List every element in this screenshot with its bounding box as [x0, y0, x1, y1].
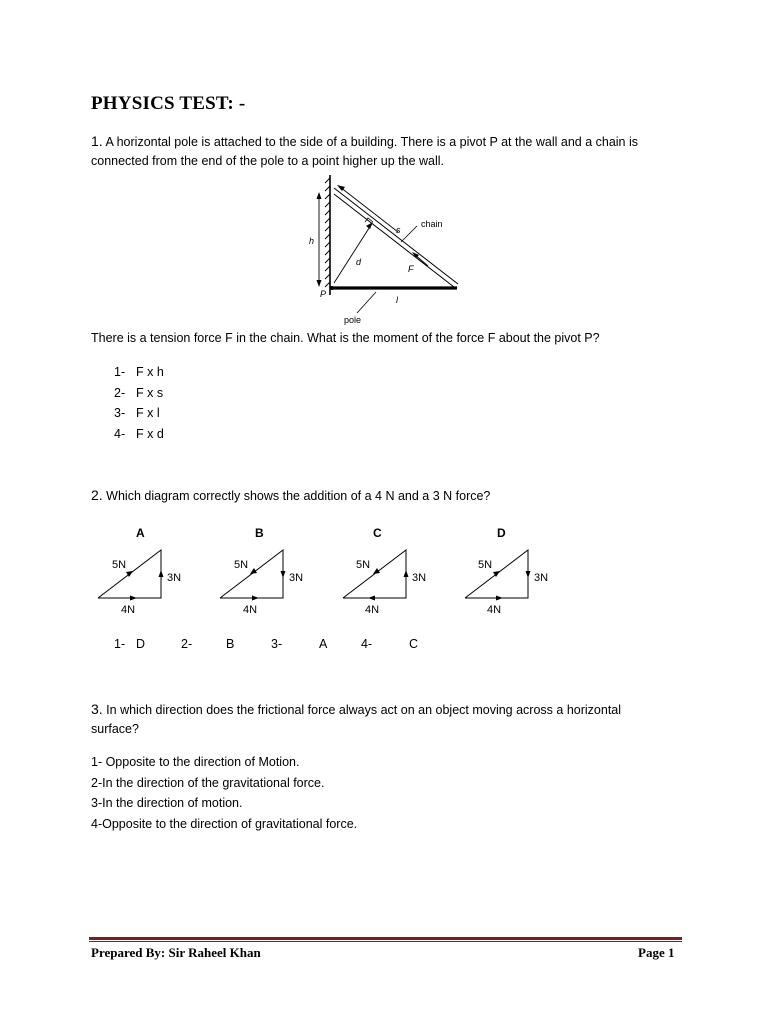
- force-triangle-diagrams: [90, 520, 570, 625]
- diagram-A-base-arrow: [130, 596, 137, 601]
- diagram-B: [220, 526, 303, 616]
- diagram-D-base-arrow: [496, 596, 503, 601]
- diagram-D-base-label: 4N: [487, 604, 502, 616]
- diagram-D: [465, 526, 548, 616]
- d-arrow-head: [366, 222, 373, 229]
- chain-pointer: [401, 226, 417, 242]
- question-number: 1.: [91, 133, 103, 149]
- question-3-text: 3. In which direction does the frictional force always act on an object moving across a horizontal surface?: [91, 701, 622, 736]
- label-h: h: [309, 236, 315, 246]
- diagram-D-vert-arrow: [526, 571, 531, 578]
- label-s: s: [396, 225, 401, 235]
- question-1-options: [114, 362, 164, 444]
- chain-line-1: [334, 188, 458, 284]
- d-line: [334, 225, 371, 283]
- diagram-A: [98, 526, 181, 616]
- question-3-options: [91, 752, 357, 834]
- option-3: 3- F x l: [114, 406, 160, 420]
- answer-3-num: 3-: [271, 637, 283, 651]
- h-arrow-bottom: [317, 280, 322, 287]
- diagram-C-base-arrow: [368, 596, 375, 601]
- diagram-A-vert-arrow: [159, 570, 164, 577]
- diagram-B-base-arrow: [252, 596, 259, 601]
- pivot-point: [330, 286, 334, 290]
- answer-1-num: 1-: [114, 637, 126, 651]
- diagram-D-vert-label: 3N: [534, 572, 549, 584]
- answer-3-text: A: [319, 637, 328, 651]
- diagram-B-base-label: 4N: [243, 604, 258, 616]
- diagram-A-base-label: 4N: [121, 604, 136, 616]
- footer-page-number: Page 1: [638, 945, 675, 960]
- diagram-B-triangle: [220, 550, 283, 598]
- question-2-text: 2. Which diagram correctly shows the addition of a 4 N and a 3 N force?: [91, 487, 491, 503]
- diagram-A-vert-label: 3N: [167, 572, 182, 584]
- diagram-C-triangle: [343, 550, 406, 598]
- diagram-C-label: C: [373, 526, 382, 540]
- diagram-A-hyp-label: 5N: [112, 559, 127, 571]
- chain-line-2: [334, 194, 454, 287]
- h-arrow-top: [317, 192, 322, 199]
- footer-author: Prepared By: Sir Raheel Khan: [91, 945, 261, 960]
- diagram-B-label: B: [255, 526, 264, 540]
- question-1-text: [91, 132, 638, 171]
- answer-1-text: D: [136, 637, 146, 651]
- diagram-D-label: D: [497, 526, 506, 540]
- question-1-line-2: connected from the end of the pole to a point higher up the wall.: [91, 154, 445, 168]
- question-number: 2.: [91, 487, 103, 503]
- pole-pointer: [357, 292, 376, 313]
- label-P: P: [320, 289, 327, 299]
- diagram-C-base-label: 4N: [365, 604, 380, 616]
- diagram-A-label: A: [136, 526, 145, 540]
- q3-option-2: 2-In the direction of the gravitational force.: [91, 775, 325, 790]
- diagram-D-hyp-label: 5N: [478, 559, 493, 571]
- diagram-B-vert-arrow: [281, 571, 286, 578]
- answer-4-num: 4-: [361, 637, 373, 651]
- diagram-B-hyp-label: 5N: [234, 559, 249, 571]
- question-number: 3.: [91, 701, 103, 717]
- diagram-B-vert-label: 3N: [289, 572, 304, 584]
- pole-chain-diagram: [300, 170, 480, 330]
- question-1-line-1: A horizontal pole is attached to the side of a building. There is a pivot P at the wall and a chain is: [105, 135, 638, 149]
- label-d: d: [356, 257, 362, 267]
- diagram-C-vert-arrow: [404, 570, 409, 577]
- label-chain: chain: [421, 219, 443, 229]
- answer-2-text: B: [226, 637, 235, 651]
- label-l: l: [396, 295, 398, 305]
- question-1-prompt: There is a tension force F in the chain. What is the moment of the force F about the pivot P?: [91, 331, 600, 345]
- answer-4-text: C: [409, 637, 419, 651]
- footer-rule-thick: [89, 937, 682, 940]
- q3-option-3: 3-In the direction of motion.: [91, 796, 243, 810]
- page-title: PHYSICS TEST: -: [91, 93, 246, 114]
- label-pole: pole: [344, 315, 362, 325]
- q3-option-4: 4-Opposite to the direction of gravitational force.: [91, 816, 358, 831]
- q3-option-1: 1- Opposite to the direction of Motion.: [91, 755, 300, 769]
- option-4: 4- F x d: [114, 426, 164, 441]
- option-2: 2- F x s: [114, 385, 164, 400]
- option-1: 1- F x h: [114, 365, 164, 379]
- answer-2-num: 2-: [181, 637, 193, 651]
- label-F: F: [408, 264, 414, 274]
- diagram-C-hyp-label: 5N: [356, 559, 371, 571]
- footer-rule-thin: [89, 941, 682, 942]
- diagram-C: [343, 526, 426, 616]
- diagram-C-vert-label: 3N: [412, 572, 427, 584]
